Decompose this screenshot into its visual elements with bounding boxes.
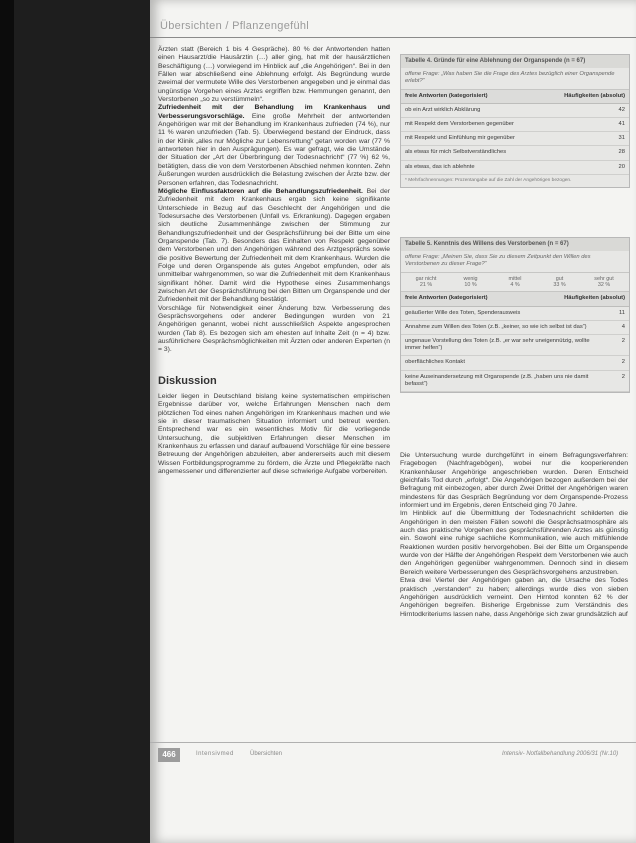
row-label: oberflächliches Kontakt xyxy=(405,359,465,366)
row-label: keine Auseinandersetzung mit Organspende (z.B. „haben uns nie damit befasst“) xyxy=(405,373,589,387)
book-spine-shadow xyxy=(0,0,150,843)
row-value: 28 xyxy=(618,149,625,156)
subheading: Mögliche Einflussfaktoren auf die Behandlungszufriedenheit. xyxy=(158,187,363,195)
book-spine-edge xyxy=(0,0,14,843)
scale-label: gut xyxy=(555,275,564,282)
page-number: 466 xyxy=(158,748,180,762)
body-paragraph: Die Untersuchung wurde durchgeführt in einem Befragungsverfahren: Fragebogen (Nachfragebögen), wobei nur die kooperierenden Krankenhäuser Angehörige angeschrieben wurden. Deren Entscheid gleichfalls Tod durch „erfolgt“. Die Angehörigen bezogen außerdem bei der Befragung mit einbezogen, aber durch Zwei Drittel der Angehörigen waren mindestens für das Gespräch Begründung vor dem Organspende-Prozess informiert und im Ergebnis, deren Entscheid ging 70 Jahre. xyxy=(400,452,628,510)
body-paragraph: Etwa drei Viertel der Angehörigen gaben an, die Ursache des Todes praktisch „verstanden“ zu haben; allerdings wurde dies von sieben Angehörigen ausdrücklich verneint. Den Hirntod konnten 62 % der Angehörigen begreifen. Bisherige Ergebnisse zum Verständnis des Hirntodkriteriums lassen nahe, dass Angehörige sich zwar grundsätzlich auf xyxy=(400,577,628,618)
footer-rule xyxy=(150,742,636,743)
scale-value: 33 % xyxy=(553,282,566,289)
scale-value: 4 % xyxy=(510,282,520,289)
table-row xyxy=(401,307,629,321)
footer-citation: Intensiv- Notfallbehandlung 2006/31 (Nr.10) xyxy=(502,751,619,757)
row-value: 20 xyxy=(618,163,625,170)
table-row xyxy=(401,356,629,370)
paragraph-text: Eine große Mehrheit der antwortenden Angehörigen war mit der Behandlung im Krankenhaus zufrieden (74 %), nur 11 % waren unzufrieden (Tab. 5). Überwiegend bestand der Eindruck, dass in der Klinik „alles nur Mögliche zur Lebensrettung“ getan worden war (77 % antworteten hier in den Ausprägungen). Es war gefragt, wie die Umstände der Situation der „Art der Überbringung der Todesnachricht“ (77 %) 62 %, betätigten, dass die von dem Verstorbenen Abschied nehmen konnten. Zehn Äußerungen wurden ausdrücklich die Belastung zwischen der Ärzte bzw. der Personen erfahren, das Todesnachricht. xyxy=(158,112,391,187)
table-4 xyxy=(400,54,630,188)
row-label: als etwas, das ich ablehnte xyxy=(405,163,475,170)
row-value: 2 xyxy=(621,373,625,380)
scale-item xyxy=(409,276,443,289)
scale-label: wenig xyxy=(463,275,478,282)
running-head: Übersichten / Pflanzengefühl xyxy=(160,20,310,32)
scale-item xyxy=(454,276,488,289)
row-label: als etwas für mich Selbstverständliches xyxy=(405,149,507,156)
header-rule xyxy=(150,37,636,38)
table-header-row xyxy=(401,292,629,306)
rating-scale xyxy=(401,273,629,293)
footer-section: Übersichten xyxy=(250,751,283,757)
table-question: offene Frage: „Meinen Sie, dass Sie zu diesem Zeitpunkt den Willen des Verstorbenen zu dieser Frage?“ xyxy=(401,251,629,272)
row-value: 41 xyxy=(618,121,625,128)
table-row xyxy=(401,118,629,132)
row-label: Annahme zum Willen des Toten (z.B. „keiner, so wie ich selbst ist das“) xyxy=(405,323,587,330)
table-question: offene Frage: „Was haben Sie die Frage des Arztes bezüglich einer Organspende erlebt?“ xyxy=(401,68,629,89)
row-value: 4 xyxy=(621,323,625,330)
row-value: 31 xyxy=(618,135,625,142)
row-value: 11 xyxy=(618,309,625,316)
body-paragraph: Vorschläge für Notwendigkeit einer Änderung bzw. Verbesserung des Gesprächsvorgehens oder anderer Bedingungen wurden von 21 Angehörigen genannt, wobei nicht ausschließlich Aspekte angesprochen wurden (Tab 8). Es bezogen sich am ehesten auf Inhalte Zeit (n = 4) bzw. ausführlichere Gesprächsmöglichkeiten mit Ärzten oder anderen Experten (n = 3). xyxy=(158,304,390,354)
footer-journal: Intensivmed xyxy=(196,751,234,757)
row-value: 42 xyxy=(618,106,625,113)
table-row xyxy=(401,104,629,118)
scale-label: sehr gut xyxy=(594,275,614,282)
body-paragraph: Leider liegen in Deutschland bislang keine systematischen empirischen Ergebnisse darüber vor, welche Erfahrungen Menschen nach dem plötzlichen Tod eines nahen Angehörigen im Krankenhaus machen und wie sie in dieser traumatischen Situation informiert und betreut werden. Entsprechend war es ein wesentliches Motiv für die vorliegende Untersuchung, die subjektiven Erfahrungen dieser Menschen im Krankenhaus zu erfassen und darauf aufbauend Vorschläge für eine bessere Betreuung der Angehörigen abzuleiten, aber andererseits auch mit diesem Wissen Fortbildungsprogramme zu fördern, die Ärzte und Pflegekräfte nach angemessener und differenzierter auf diese schwierige Aufgabe vorbereiten. xyxy=(158,393,390,476)
subheading: Zufriedenheit mit der Behandlung im Krankenhaus und Verbesserungsvorschläge. xyxy=(158,104,390,120)
table-row xyxy=(401,132,629,146)
row-value: 2 xyxy=(621,359,625,366)
table-row xyxy=(401,146,629,160)
table-5 xyxy=(400,237,630,393)
table-title: Tabelle 4. Gründe für eine Ablehnung der Organspende (n = 67) xyxy=(401,55,629,68)
section-heading-discussion: Diskussion xyxy=(158,374,217,387)
body-paragraph: Im Hinblick auf die Übermittlung der Todesnachricht schilderten die Angehörigen in den meisten Fällen sowohl die Gesprächsatmosphäre als auch das praktische Vorgehen des gesprächsführenden Arztes als günstig ein. Sowohl eine ruhige sachliche Kommunikation, wie auch mitfühlende Reaktionen wurden positiv hervorgehoben. Bei der Bitte um Organspende wurde von der Hälfte der Angehörigen Respekt dem Verstorbenen wie auch den Angehörigen gegenüber wahrgenommen. Dennoch sind in diesem Bereich weitere Verbesserungen des Gesprächsvorgehens anzustreben. xyxy=(400,510,628,576)
document-page xyxy=(150,0,636,843)
scale-label: gar nicht xyxy=(415,275,437,282)
row-label: ungenaue Vorstellung des Toten (z.B. „er war sehr uneigennützig, wollte immer helfen“) xyxy=(405,338,590,352)
table-row xyxy=(401,321,629,335)
left-text-column xyxy=(158,46,390,477)
table-row xyxy=(401,161,629,175)
table-footnote: * Mehrfachnennungen: Prozentangabe auf die Zahl der Angehörigen bezogen. xyxy=(405,177,572,183)
table-title: Tabelle 5. Kenntnis des Willens des Verstorbenen (n = 67) xyxy=(401,238,629,251)
scale-label: mittel xyxy=(508,275,522,282)
paragraph-text: Bei der Zufriedenheit mit dem Krankenhaus ergab sich keine signifikante Unterschiede in Bezug auf das Geschlecht der Angehörigen und die Todesursache des Verstorbenen (Unfall vs. Erkrankung). Dagegen ergaben sich deutliche Zusammenhänge zwischen der Stimmung zur Behandlungszufriedenheit und der Gesprächsführung bei der Bitte um eine Organspende (Tab. 7). Besonders das Einhalten von Respekt gegenüber dem Verstorbenen und den Angehörigen während des Arztgesprächs sowie die positive Bewertung der Zufriedenheit mit dem Krankenhaus. Wurden die Folge und deren Organspende als gutes Angebot empfunden, oder als unmittelbar wahrgenommen, so war die Zufriedenheit mit dem Krankenhaus signifikant höher. Damit wird die Hypothese eines Zusammenhangs zwischen Art der Gesprächsführung bei den Bitten um Organspende und der Zufriedenheit mit der Behandlung bestätigt. xyxy=(158,187,390,304)
scale-value: 32 % xyxy=(597,282,611,289)
column-header: Häufigkeiten (absolut) xyxy=(564,295,625,302)
scale-value: 10 % xyxy=(464,282,477,289)
row-label: mit Respekt und Einfühlung mir gegenüber xyxy=(405,135,515,142)
scale-item xyxy=(587,276,621,289)
scale-item xyxy=(498,276,532,289)
row-label: geäußerter Wille des Toten, Spenderausweis xyxy=(405,309,521,316)
right-text-column xyxy=(400,452,628,619)
table-row xyxy=(401,371,629,392)
row-label: mit Respekt dem Verstorbenen gegenüber xyxy=(405,121,514,128)
row-value: 2 xyxy=(621,338,625,345)
table-row xyxy=(401,335,629,356)
body-paragraph xyxy=(158,104,390,187)
column-header: Häufigkeiten (absolut) xyxy=(564,92,625,99)
scale-item xyxy=(543,276,577,289)
table-header-row xyxy=(401,90,629,104)
scale-value: 21 % xyxy=(419,282,433,289)
column-header: freie Antworten (kategorisiert) xyxy=(405,295,488,302)
body-paragraph: Ärzten statt (Bereich 1 bis 4 Gespräche). 80 % der Antwortenden hatten einen Hausarzt/die Hausärztin (…) aller ging, hat mit der hausärztlichen Beschäftigung (…) vorwiegend im Hinblick auf „die Angehörigen“. Bei in den Fällen war abschließend eine Ablehnung erfolgt. Als Begründung wurde zweimal der vermutete Wille des Verstorbenen angegeben und je einmal das ungünstige Vorgehen eines Arztes ergriffen bzw. Hemmungen genannt, den Verstorbenen „so zu verstümmeln“. xyxy=(158,46,390,104)
column-header: freie Antworten (kategorisiert) xyxy=(405,92,488,99)
row-label: ob ein Arzt wirklich Abklärung xyxy=(405,106,481,113)
body-paragraph xyxy=(158,188,390,305)
